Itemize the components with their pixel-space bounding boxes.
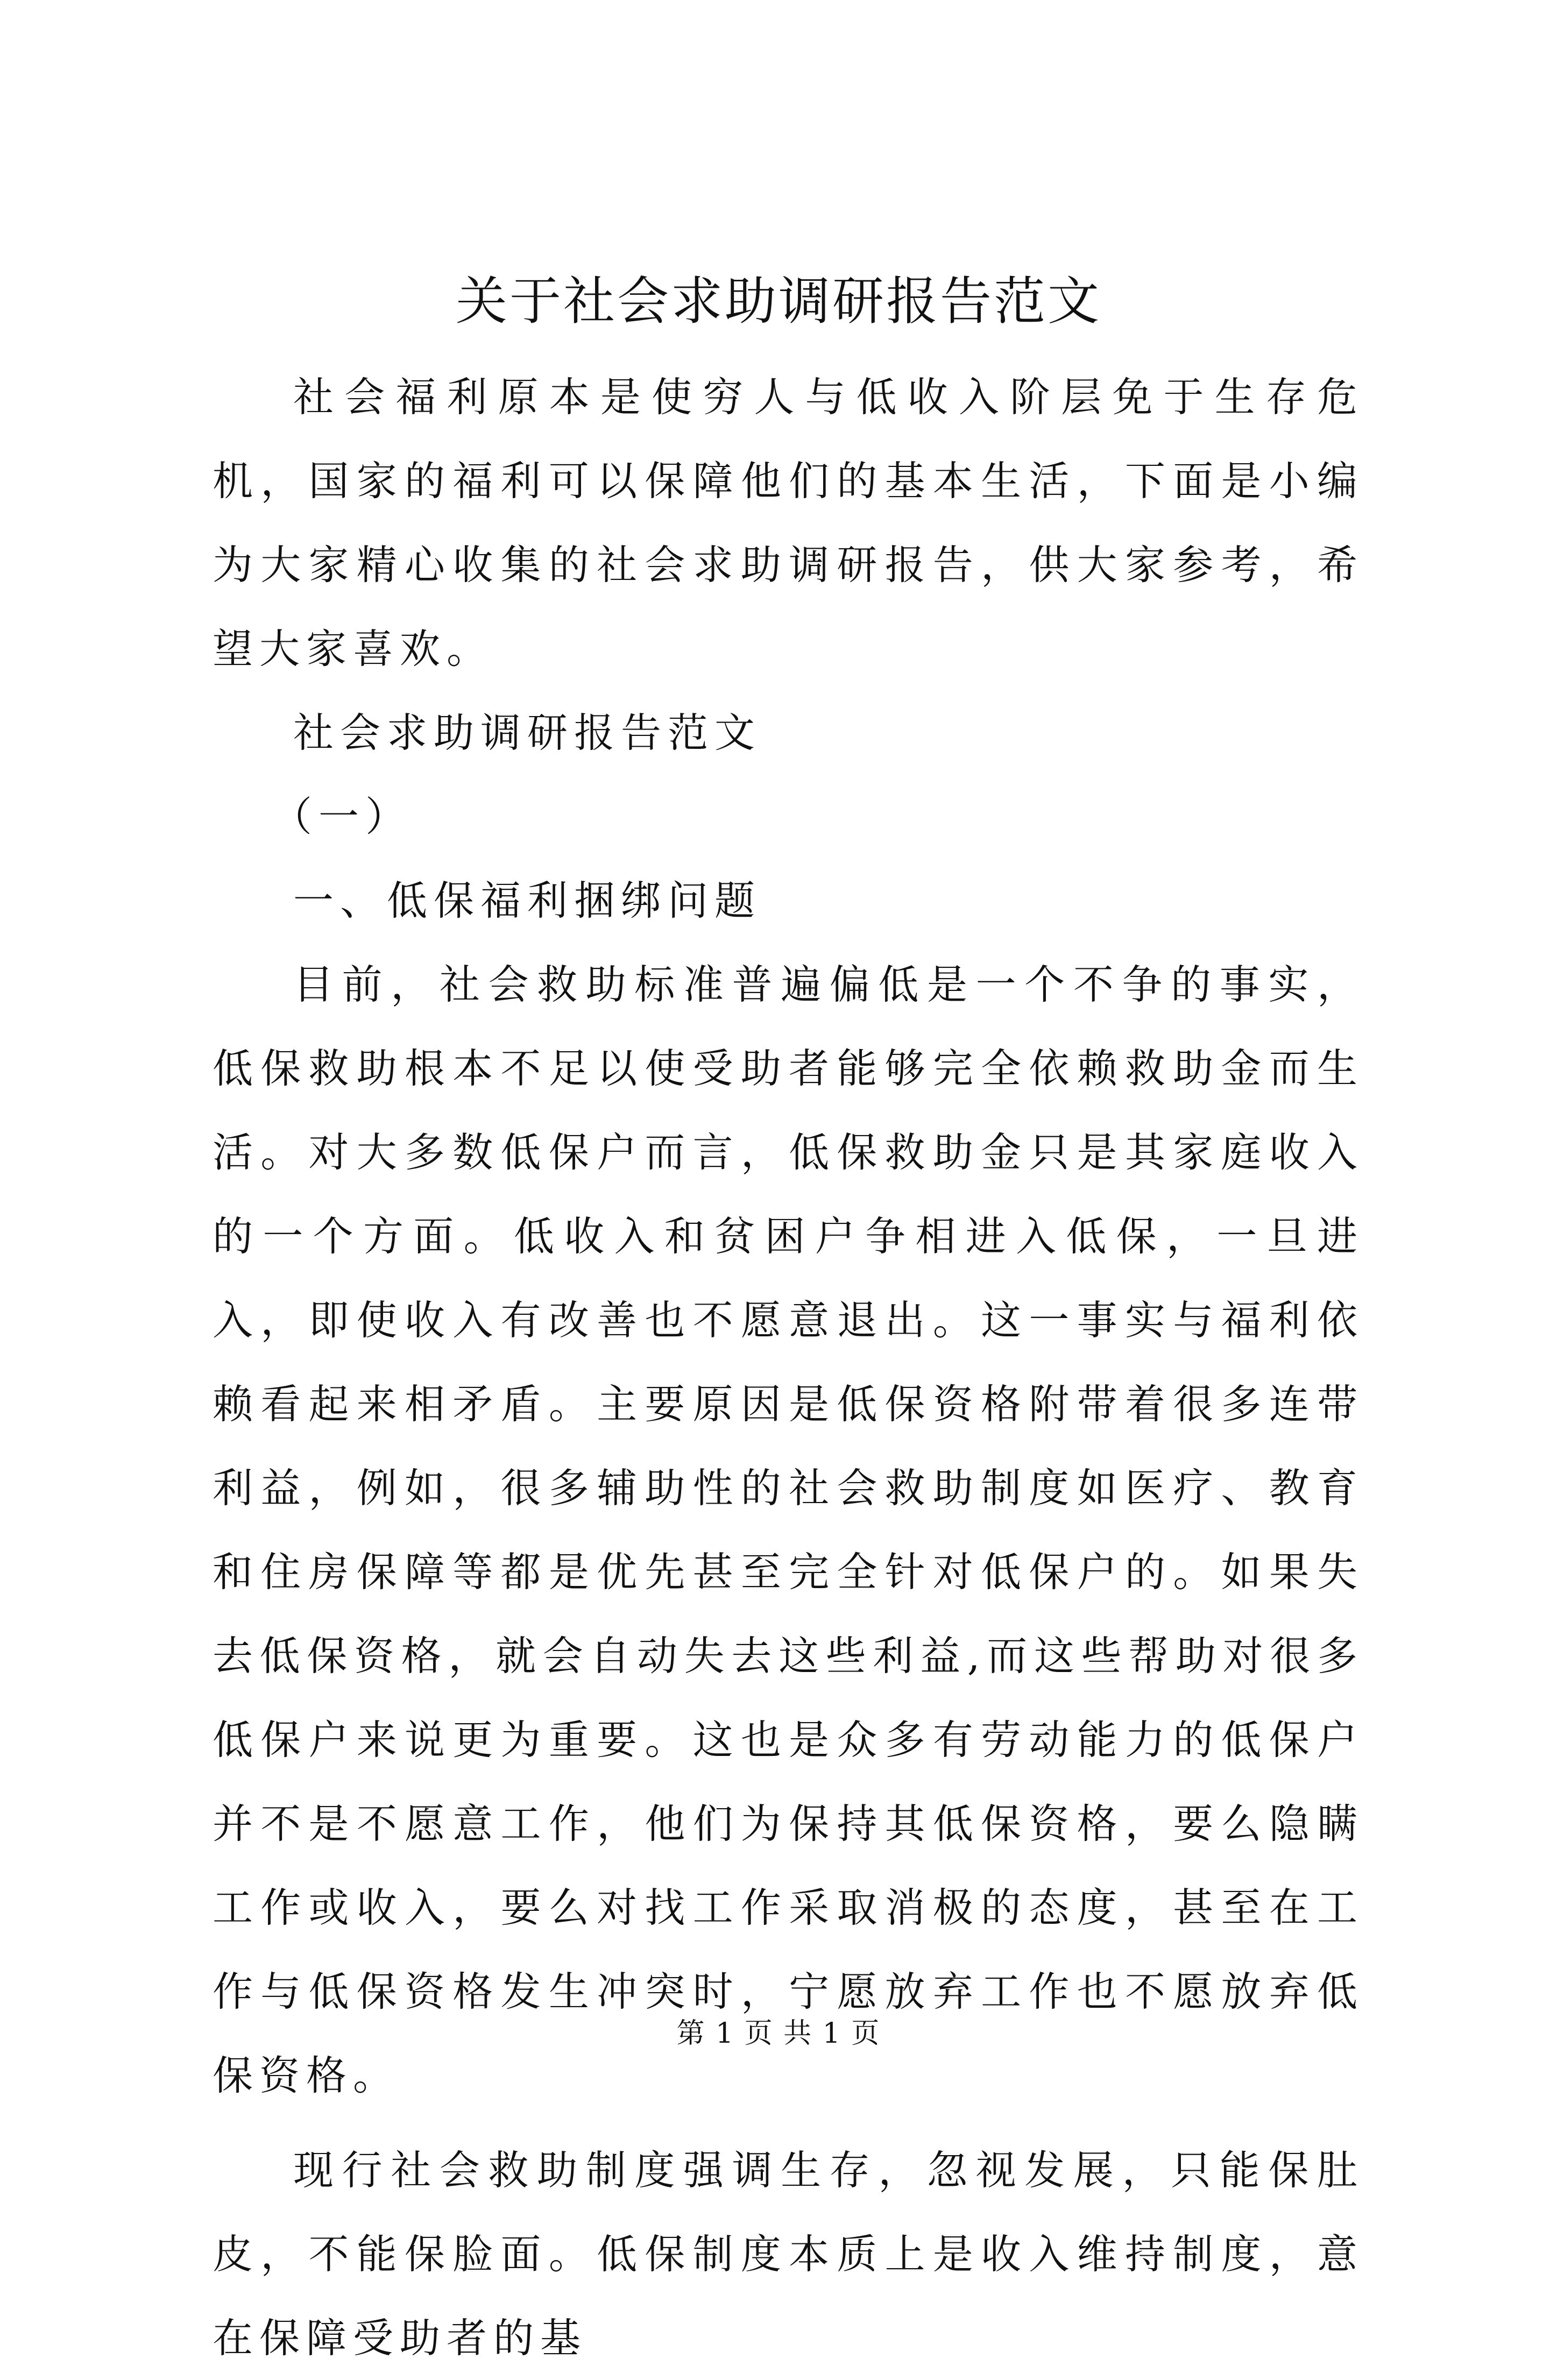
intro-paragraph: 社会福利原本是使穷人与低收入阶层免于生存危机，国家的福利可以保障他们的基本生活，下面是小编为大家精心收集的社会求助调研报告，供大家参考，希望大家喜欢。	[213, 373, 1364, 672]
subtitle-paragraph: 社会求助调研报告范文	[293, 709, 762, 756]
section-heading: 一、低保福利捆绑问题	[293, 877, 762, 924]
body-paragraph: 目前，社会救助标准普遍偏低是一个不争的事实，低保救助根本不足以使受助者能够完全依赖救助金而生活。对大多数低保户而言，低保救助金只是其家庭收入的一个方面。低收入和贫困户争相进入低保，一旦进入，即使收入有改善也不愿意退出。这一事实与福利依赖看起来相矛盾。主要原因是低保资格附带着很多连带利益，例如，很多辅助性的社会救助制度如医疗、教育和住房保障等都是优先甚至完全针对低保户的。如果失去低保资格，就会自动失去这些利益,而这些帮助对很多低保户来说更为重要。这也是众多有劳动能力的低保户并不是不愿意工作，他们为保持其低保资格，要么隐瞒工作或收入，要么对找工作采取消极的态度，甚至在工作与低保资格发生冲突时，宁愿放弃工作也不愿放弃低保资格。	[213, 961, 1364, 2099]
body-paragraph: 现行社会救助制度强调生存，忽视发展，只能保肚皮，不能保脸面。低保制度本质上是收入维持制度，意在保障受助者的基	[213, 2147, 1364, 2362]
section-number: （一）	[272, 793, 413, 840]
page-footer: 第 1 页 共 1 页	[676, 2017, 881, 2050]
document-body	[213, 355, 1364, 2380]
document-title: 关于社会求助调研报告范文	[456, 271, 1101, 331]
